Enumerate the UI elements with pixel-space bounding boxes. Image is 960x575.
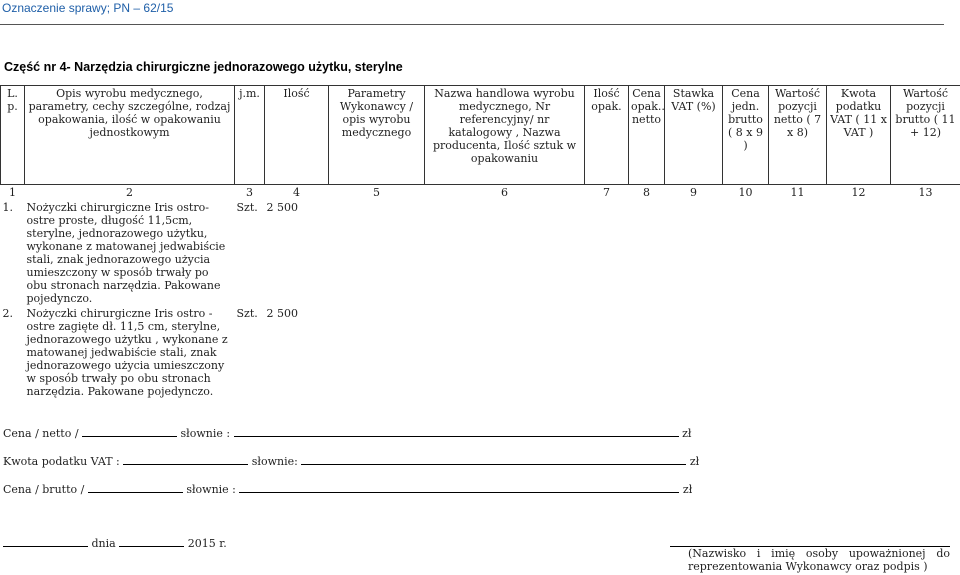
date-label: dnia bbox=[91, 537, 116, 550]
row-lp: 1. bbox=[2, 201, 13, 214]
net-price-line bbox=[3, 425, 691, 440]
vat-amount-words-field[interactable] bbox=[301, 453, 686, 465]
row-description: Nożyczki chirurgiczne Iris ostro-ostre proste, długość 11,5cm, sterylne, jednorazowego użytku, wykonane z matowanej jedwabiście stali, znak jednorazowego użycia umieszczony w sposób trwały po obu stronach narzędzia. Pakowane pojedynczo. bbox=[26, 201, 226, 305]
column-number: 1 bbox=[1, 185, 25, 201]
header-cell: Opis wyrobu medycznego, parametry, cechy szczególne, rodzaj opakowania, ilość w opakowaniu jednostkowym bbox=[25, 86, 235, 185]
date-year: 2015 r. bbox=[187, 537, 227, 550]
column-number: 5 bbox=[329, 185, 425, 201]
gross-price-words-field[interactable] bbox=[239, 481, 679, 493]
table-row bbox=[1, 200, 960, 306]
column-number: 2 bbox=[25, 185, 235, 201]
vat-amount-currency: zł bbox=[689, 455, 700, 468]
row-lp: 2. bbox=[2, 307, 13, 320]
section-title: Część nr 4- Narzędzia chirurgiczne jednorazowego użytku, sterylne bbox=[4, 60, 403, 74]
net-price-words-label: słownie : bbox=[180, 427, 231, 440]
net-price-label: Cena / netto / bbox=[3, 427, 79, 440]
gross-price-label: Cena / brutto / bbox=[3, 483, 85, 496]
signature-caption: (Nazwisko i imię osoby upoważnionej do reprezentowania Wykonawcy oraz podpis ) bbox=[688, 547, 950, 573]
column-number: 7 bbox=[585, 185, 629, 201]
place-field[interactable] bbox=[3, 535, 88, 547]
net-price-words-field[interactable] bbox=[234, 425, 679, 437]
row-description: Nożyczki chirurgiczne Iris ostro - ostre zagięte dł. 11,5 cm, sterylne, jednorazowego użytku , wykonane z matowanej jedwabiście stali, znak jednorazowego użycia umieszczony w sposób trwały po obu stronach narzędzia. Pakowane pojedynczo. bbox=[26, 307, 228, 398]
vat-amount-field[interactable] bbox=[123, 453, 248, 465]
column-number-row bbox=[1, 185, 960, 201]
row-unit: Szt. bbox=[236, 201, 258, 214]
date-line bbox=[3, 535, 227, 550]
document-header: Oznaczenie sprawy; PN – 62/15 bbox=[2, 1, 174, 15]
table-header-row bbox=[1, 86, 960, 185]
header-cell: Cena jedn. brutto ( 8 x 9 ) bbox=[723, 86, 769, 185]
net-price-field[interactable] bbox=[82, 425, 177, 437]
column-number: 12 bbox=[827, 185, 891, 201]
net-price-currency: zł bbox=[682, 427, 692, 440]
vat-amount-words-label: słownie: bbox=[251, 455, 298, 468]
header-cell: Ilość opak. bbox=[585, 86, 629, 185]
column-number: 3 bbox=[235, 185, 265, 201]
table-row bbox=[1, 306, 960, 399]
gross-price-words-label: słownie : bbox=[186, 483, 236, 496]
column-number: 11 bbox=[769, 185, 827, 201]
header-cell: Wartość pozycji brutto ( 11 + 12) bbox=[891, 86, 960, 185]
gross-price-currency: zł bbox=[682, 483, 693, 496]
column-number: 9 bbox=[665, 185, 723, 201]
row-quantity: 2 500 bbox=[266, 307, 298, 320]
column-number: 4 bbox=[265, 185, 329, 201]
header-cell: Kwota podatku VAT ( 11 x VAT ) bbox=[827, 86, 891, 185]
header-cell: Parametry Wykonawcy / opis wyrobu medycznego bbox=[329, 86, 425, 185]
column-number: 13 bbox=[891, 185, 960, 201]
gross-price-line bbox=[3, 481, 692, 496]
row-unit: Szt. bbox=[236, 307, 258, 320]
offer-table bbox=[0, 85, 960, 399]
column-number: 6 bbox=[425, 185, 585, 201]
date-field[interactable] bbox=[119, 535, 184, 547]
header-cell: Wartość pozycji netto ( 7 x 8) bbox=[769, 86, 827, 185]
header-cell: Cena opak.. netto bbox=[629, 86, 665, 185]
column-number: 8 bbox=[629, 185, 665, 201]
header-cell: Ilość bbox=[265, 86, 329, 185]
header-cell: Stawka VAT (%) bbox=[665, 86, 723, 185]
vat-amount-line bbox=[3, 453, 699, 468]
header-cell: Nazwa handlowa wyrobu medycznego, Nr referencyjny/ nr katalogowy , Nazwa producenta, Ilość sztuk w opakowaniu bbox=[425, 86, 585, 185]
column-number: 10 bbox=[723, 185, 769, 201]
gross-price-field[interactable] bbox=[88, 481, 183, 493]
row-quantity: 2 500 bbox=[266, 201, 298, 214]
header-cell: j.m. bbox=[235, 86, 265, 185]
header-cell: L. p. bbox=[1, 86, 25, 185]
vat-amount-label: Kwota podatku VAT : bbox=[3, 455, 120, 468]
header-divider bbox=[0, 24, 944, 25]
